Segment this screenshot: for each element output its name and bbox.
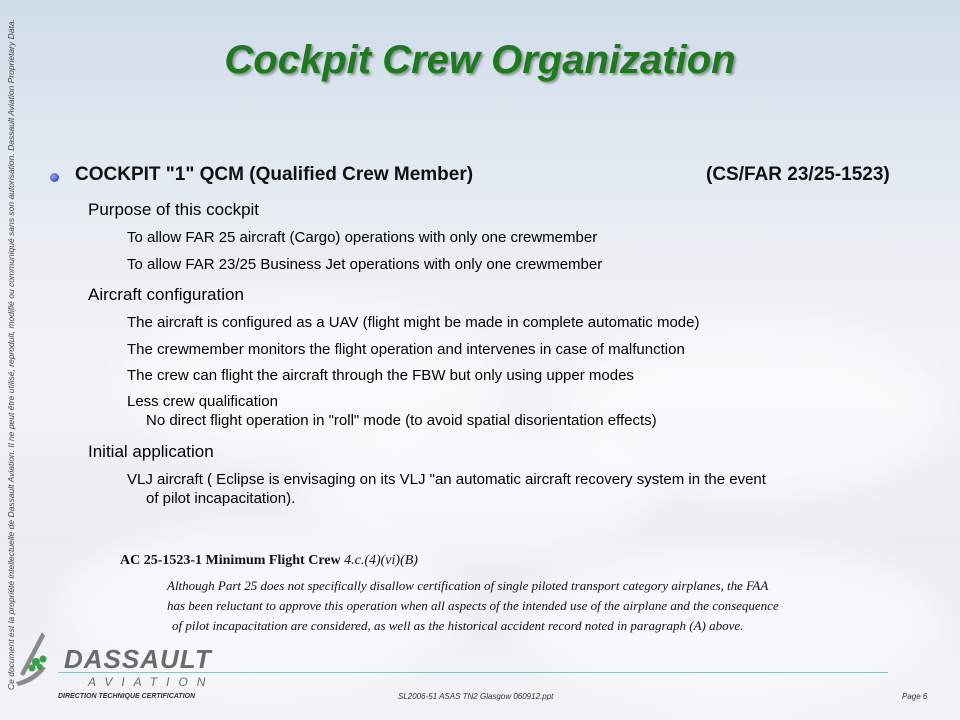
slide-title: Cockpit Crew Organization [224,38,736,82]
quote-title-text: AC 25-1523-1 Minimum Flight Crew [120,553,341,568]
page-number: Page 6 [902,692,928,701]
section-application-label: Initial application [88,442,214,461]
quote-line: Although Part 25 does not specifically disallow certification of single piloted transport category airplanes, the FAA [167,578,769,593]
logo-subtitle: AVIATION [88,675,215,689]
section-configuration-label: Aircraft configuration [88,285,244,304]
quote-reference: 4.c.(4)(vi)(B) [344,553,418,568]
footer-department: DIRECTION TECHNIQUE CERTIFICATION [58,693,196,700]
cloud-decoration [300,420,660,560]
quote-line: of pilot incapacitation are considered, as well as the historical accident record noted in paragraph (A) above. [172,618,744,633]
sub-list-item: No direct flight operation in "roll" mode (to avoid spatial disorientation effects) [146,412,657,429]
list-item: The crewmember monitors the flight operation and intervenes in case of malfunction [127,341,685,358]
proprietary-notice: Ce document est la propriété intellectuelle de Dassault Aviation. Il ne peut être utilisé, reproduit, modifié ou communiqué sans son autorisation. Dassault Aviation Proprietary Data. [6,19,16,690]
list-item: Less crew qualification [127,393,278,410]
list-item: The aircraft is configured as a UAV (flight might be made in complete automatic mode) [127,314,700,331]
section-purpose-label: Purpose of this cockpit [88,200,260,219]
list-item-continuation: of pilot incapacitation). [146,490,296,507]
footer-file-reference: SL2006-51 ASAS TN2 Glasgow 060912.ppt [398,692,554,701]
list-item: The crew can flight the aircraft through the FBW but only using upper modes [127,367,634,384]
logo-wordmark: DASSAULT [64,644,212,674]
quote-title [120,553,418,569]
dassault-logo-icon [12,630,62,686]
list-item: VLJ aircraft ( Eclipse is envisaging on its VLJ "an automatic aircraft recovery system in the event [127,471,766,488]
heading-label: COCKPIT "1" QCM (Qualified Crew Member) [75,164,474,185]
bullet-icon [50,173,59,182]
list-item: To allow FAR 25 aircraft (Cargo) operations with only one crewmember [127,229,598,246]
quote-line: has been reluctant to approve this operation when all aspects of the intended use of the airplane and the consequence [167,598,779,613]
list-item: To allow FAR 23/25 Business Jet operations with only one crewmember [127,256,603,273]
heading-reference: (CS/FAR 23/25-1523) [706,164,890,185]
